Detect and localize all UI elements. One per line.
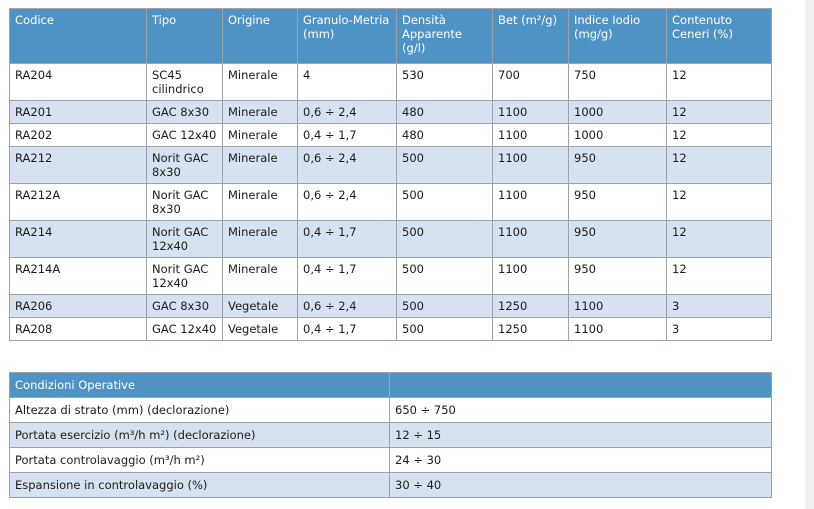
cell-contenuto-ceneri: 12	[667, 184, 772, 221]
cell-origine: Minerale	[223, 124, 298, 147]
condition-value: 650 ÷ 750	[390, 398, 772, 423]
cell-indice-iodio: 1000	[569, 124, 667, 147]
cell-contenuto-ceneri: 12	[667, 221, 772, 258]
cell-tipo: GAC 8x30	[147, 101, 223, 124]
cell-contenuto-ceneri: 12	[667, 147, 772, 184]
cell-densita: 500	[397, 147, 493, 184]
cell-origine: Minerale	[223, 258, 298, 295]
cell-granulometria: 0,6 ÷ 2,4	[298, 147, 397, 184]
table-row	[10, 295, 772, 318]
cell-origine: Minerale	[223, 147, 298, 184]
cell-codice: RA212A	[10, 184, 147, 221]
table-row	[10, 398, 772, 423]
table-row	[10, 473, 772, 498]
header-codice: Codice	[10, 9, 147, 64]
cell-granulometria: 0,4 ÷ 1,7	[298, 221, 397, 258]
table-header-row	[10, 9, 772, 64]
cell-indice-iodio: 950	[569, 258, 667, 295]
table-row	[10, 448, 772, 473]
cell-codice: RA206	[10, 295, 147, 318]
table-row	[10, 184, 772, 221]
cell-bet: 1100	[493, 258, 569, 295]
cell-bet: 1250	[493, 295, 569, 318]
condition-label: Portata controlavaggio (m³/h m²)	[10, 448, 390, 473]
cell-tipo: Norit GAC 12x40	[147, 221, 223, 258]
cell-granulometria: 0,6 ÷ 2,4	[298, 101, 397, 124]
header-bet: Bet (m²/g)	[493, 9, 569, 64]
cell-contenuto-ceneri: 12	[667, 101, 772, 124]
cell-bet: 1100	[493, 221, 569, 258]
cell-densita: 500	[397, 295, 493, 318]
table-row	[10, 64, 772, 101]
cell-granulometria: 0,4 ÷ 1,7	[298, 124, 397, 147]
cell-granulometria: 0,6 ÷ 2,4	[298, 184, 397, 221]
cell-tipo: SC45 cilindrico	[147, 64, 223, 101]
cell-densita: 480	[397, 124, 493, 147]
cell-tipo: GAC 12x40	[147, 318, 223, 341]
cell-codice: RA212	[10, 147, 147, 184]
header-indice-iodio: Indice Iodio (mg/g)	[569, 9, 667, 64]
cell-densita: 530	[397, 64, 493, 101]
cell-contenuto-ceneri: 12	[667, 64, 772, 101]
condition-label: Portata esercizio (m³/h m²) (declorazione)	[10, 423, 390, 448]
vertical-scrollbar[interactable]	[805, 0, 814, 509]
conditions-header-row	[10, 373, 772, 398]
table-row	[10, 101, 772, 124]
cell-densita: 500	[397, 258, 493, 295]
table-row	[10, 221, 772, 258]
condition-label: Altezza di strato (mm) (declorazione)	[10, 398, 390, 423]
cell-origine: Minerale	[223, 184, 298, 221]
cell-tipo: GAC 12x40	[147, 124, 223, 147]
cell-densita: 480	[397, 101, 493, 124]
cell-codice: RA201	[10, 101, 147, 124]
condition-value: 30 ÷ 40	[390, 473, 772, 498]
header-granulometria: Granulo-Metria (mm)	[298, 9, 397, 64]
cell-origine: Vegetale	[223, 295, 298, 318]
cell-bet: 1100	[493, 147, 569, 184]
cell-indice-iodio: 950	[569, 184, 667, 221]
condition-label: Espansione in controlavaggio (%)	[10, 473, 390, 498]
cell-bet: 1100	[493, 184, 569, 221]
cell-indice-iodio: 1100	[569, 318, 667, 341]
condition-value: 24 ÷ 30	[390, 448, 772, 473]
cell-contenuto-ceneri: 3	[667, 295, 772, 318]
cell-granulometria: 4	[298, 64, 397, 101]
conditions-title: Condizioni Operative	[10, 373, 390, 398]
cell-indice-iodio: 950	[569, 221, 667, 258]
table-row	[10, 318, 772, 341]
header-densita: Densità Apparente (g/l)	[397, 9, 493, 64]
cell-indice-iodio: 950	[569, 147, 667, 184]
operating-conditions-table	[9, 372, 772, 498]
cell-indice-iodio: 750	[569, 64, 667, 101]
cell-bet: 1100	[493, 124, 569, 147]
table-row	[10, 147, 772, 184]
cell-bet: 1250	[493, 318, 569, 341]
table-row	[10, 124, 772, 147]
cell-tipo: Norit GAC 8x30	[147, 184, 223, 221]
cell-codice: RA202	[10, 124, 147, 147]
cell-densita: 500	[397, 221, 493, 258]
header-origine: Origine	[223, 9, 298, 64]
condition-value: 12 ÷ 15	[390, 423, 772, 448]
cell-granulometria: 0,4 ÷ 1,7	[298, 258, 397, 295]
conditions-title-value	[390, 373, 772, 398]
cell-origine: Minerale	[223, 221, 298, 258]
cell-densita: 500	[397, 184, 493, 221]
cell-contenuto-ceneri: 3	[667, 318, 772, 341]
cell-tipo: Norit GAC 12x40	[147, 258, 223, 295]
cell-indice-iodio: 1000	[569, 101, 667, 124]
cell-indice-iodio: 1100	[569, 295, 667, 318]
cell-codice: RA208	[10, 318, 147, 341]
cell-granulometria: 0,6 ÷ 2,4	[298, 295, 397, 318]
cell-origine: Vegetale	[223, 318, 298, 341]
table-row	[10, 423, 772, 448]
cell-tipo: Norit GAC 8x30	[147, 147, 223, 184]
cell-codice: RA214A	[10, 258, 147, 295]
cell-densita: 500	[397, 318, 493, 341]
cell-origine: Minerale	[223, 101, 298, 124]
product-table	[9, 8, 772, 341]
table-row	[10, 258, 772, 295]
header-tipo: Tipo	[147, 9, 223, 64]
cell-granulometria: 0,4 ÷ 1,7	[298, 318, 397, 341]
cell-contenuto-ceneri: 12	[667, 258, 772, 295]
cell-bet: 700	[493, 64, 569, 101]
cell-tipo: GAC 8x30	[147, 295, 223, 318]
header-contenuto-ceneri: Contenuto Ceneri (%)	[667, 9, 772, 64]
cell-codice: RA214	[10, 221, 147, 258]
cell-codice: RA204	[10, 64, 147, 101]
cell-bet: 1100	[493, 101, 569, 124]
cell-origine: Minerale	[223, 64, 298, 101]
cell-contenuto-ceneri: 12	[667, 124, 772, 147]
